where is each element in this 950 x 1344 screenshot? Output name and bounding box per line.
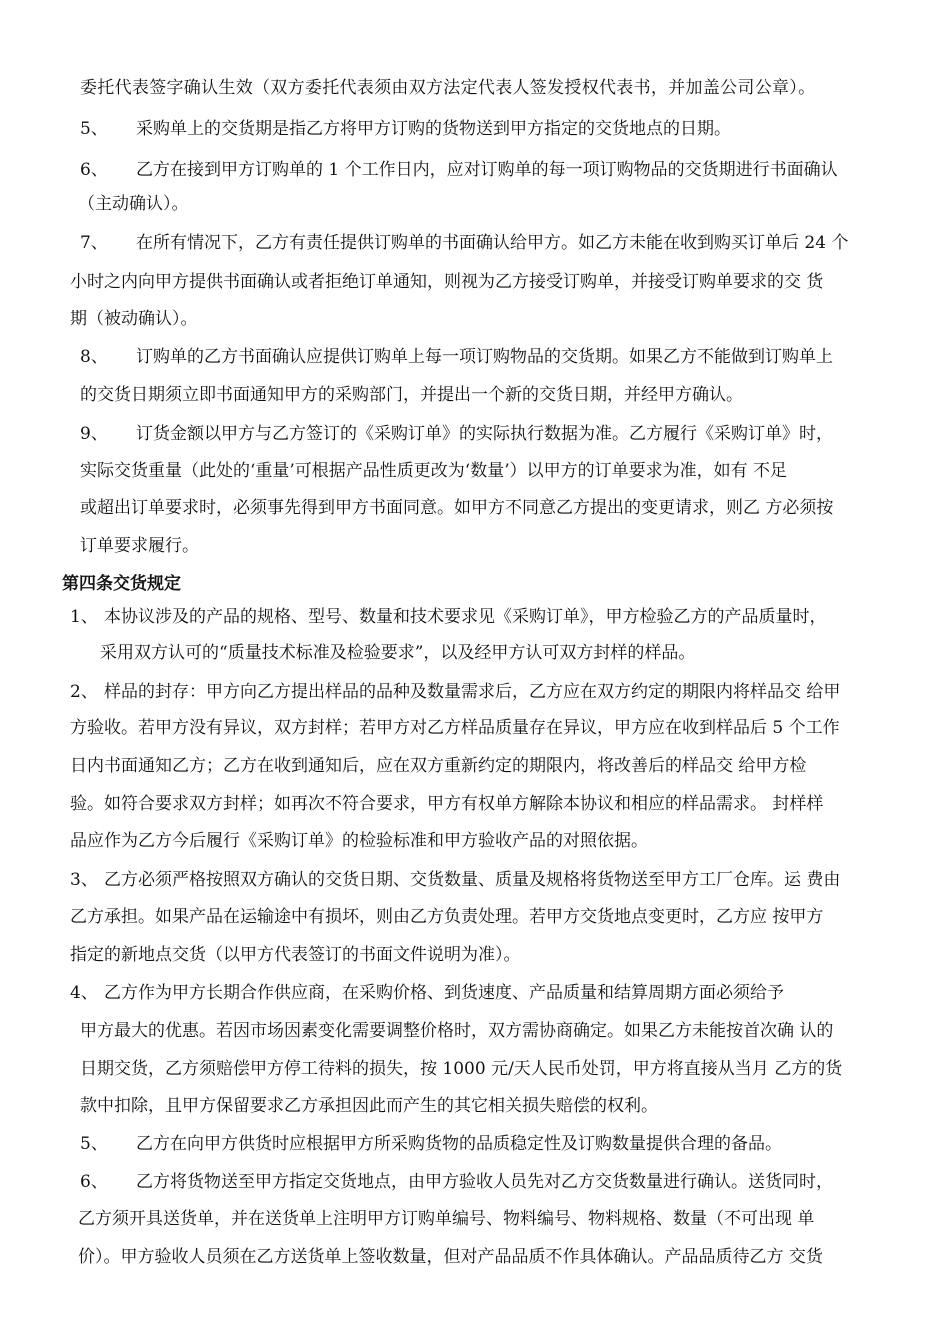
paragraph-line: 订货金额以甲方与乙方签订的《采购订单》的实际执行数据为准。乙方履行《采购订单》时， (136, 424, 833, 444)
section-heading: 第四条交货规定 (62, 574, 181, 594)
item-number: 3、 (70, 870, 98, 890)
paragraph-line: 或超出订单要求时，必须事先得到甲方书面同意。如甲方不同意乙方提出的变更请求，则乙 方必须按 (80, 498, 834, 518)
item-number: 2、 (70, 682, 98, 702)
paragraph-line: 实际交货重量（此处的‘重量’可根据产品性质更改为‘数量’）以甲方的订单要求为准，如有 不足 (80, 461, 788, 481)
paragraph-line: 日内书面通知乙方；乙方在收到通知后，应在双方重新约定的期限内，将改善后的样品交 给甲方检 (70, 756, 807, 776)
paragraph-line: 委托代表签字确认生效（双方委托代表须由双方法定代表人签发授权代表书，并加盖公司公章）。 (80, 78, 816, 98)
paragraph-line: 乙方作为甲方长期合作供应商，在采购价格、到货速度、产品质量和结算周期方面必须给予 (104, 983, 784, 1003)
paragraph-line: 方验收。若甲方没有异议，双方封样；若甲方对乙方样品质量存在异议，甲方应在收到样品后 5 个工作 (70, 718, 840, 738)
paragraph-line: 乙方将货物送至甲方指定交货地点，由甲方验收人员先对乙方交货数量进行确认。送货同时， (136, 1172, 833, 1192)
item-number: 4、 (70, 983, 98, 1003)
paragraph-line: 乙方须开具送货单，并在送货单上注明甲方订购单编号、物料编号、物料规格、数量（不可出现 单 (78, 1209, 815, 1229)
item-number: 6、 (80, 1172, 108, 1192)
item-number: 8、 (80, 347, 108, 367)
paragraph-line: 订购单的乙方书面确认应提供订购单上每一项订购物品的交货期。如果乙方不能做到订购单上 (136, 347, 833, 367)
paragraph-line: 在所有情况下，乙方有责任提供订购单的书面确认给甲方。如乙方未能在收到购买订单后 24 个 (136, 233, 849, 253)
paragraph-line: 乙方在向甲方供货时应根据甲方所采购货物的品质稳定性及订购数量提供合理的备品。 (136, 1134, 782, 1154)
paragraph-line: （主动确认）。 (78, 194, 189, 214)
paragraph-line: 乙方在接到甲方订购单的 1 个工作日内，应对订购单的每一项订购物品的交货期进行书面确认 (136, 160, 838, 180)
paragraph-line: 品应作为乙方今后履行《采购订单》的检验标准和甲方验收产品的对照依据。 (70, 831, 648, 851)
paragraph-line: 日期交货，乙方须赔偿甲方停工待料的损失，按 1000 元/天人民币处罚，甲方将直接从当月 乙方的货 (80, 1059, 843, 1079)
paragraph-line: 验。如符合要求双方封样；如再次不符合要求，甲方有权单方解除本协议和相应的样品需求。 封样样 (70, 794, 824, 814)
paragraph-line: 指定的新地点交货（以甲方代表签订的书面文件说明为准）。 (70, 945, 521, 965)
paragraph-line: 价）。甲方验收人员须在乙方送货单上签收数量，但对产品品质不作具体确认。产品品质待乙方 交货 (78, 1247, 823, 1267)
paragraph-line: 采购单上的交货期是指乙方将甲方订购的货物送到甲方指定的交货地点的日期。 (136, 119, 731, 139)
paragraph-line: 期（被动确认）。 (70, 309, 198, 329)
item-number: 5、 (80, 119, 108, 139)
paragraph-line: 采用双方认可的“质量技术标准及检验要求”，以及经甲方认可双方封样的样品。 (100, 643, 696, 663)
paragraph-line: 乙方必须严格按照双方确认的交货日期、交货数量、质量及规格将货物送至甲方工厂仓库。运 费由 (104, 870, 841, 890)
paragraph-line: 小时之内向甲方提供书面确认或者拒绝订单通知，则视为乙方接受订购单，并接受订购单要求的交 货 (70, 272, 824, 292)
item-number: 9、 (80, 424, 108, 444)
paragraph-line: 的交货日期须立即书面通知甲方的采购部门，并提出一个新的交货日期，并经甲方确认。 (80, 385, 743, 405)
paragraph-line: 本协议涉及的产品的规格、型号、数量和技术要求见《采购订单》，甲方检验乙方的产品质量时， (104, 607, 827, 627)
item-number: 6、 (80, 160, 108, 180)
paragraph-line: 乙方承担。如果产品在运输途中有损坏，则由乙方负责处理。若甲方交货地点变更时，乙方应 按甲方 (70, 907, 824, 927)
paragraph-line: 订单要求履行。 (80, 536, 199, 556)
paragraph-line: 样品的封存：甲方向乙方提出样品的品种及数量需求后，乙方应在双方约定的期限内将样品交 给甲 (104, 682, 841, 702)
paragraph-line: 甲方最大的优惠。若因市场因素变化需要调整价格时，双方需协商确定。如果乙方未能按首次确 认的 (80, 1021, 834, 1041)
item-number: 7、 (80, 233, 108, 253)
item-number: 5、 (80, 1134, 108, 1154)
paragraph-line: 款中扣除，且甲方保留要求乙方承担因此而产生的其它相关损失赔偿的权利。 (80, 1096, 658, 1116)
item-number: 1、 (70, 607, 98, 627)
